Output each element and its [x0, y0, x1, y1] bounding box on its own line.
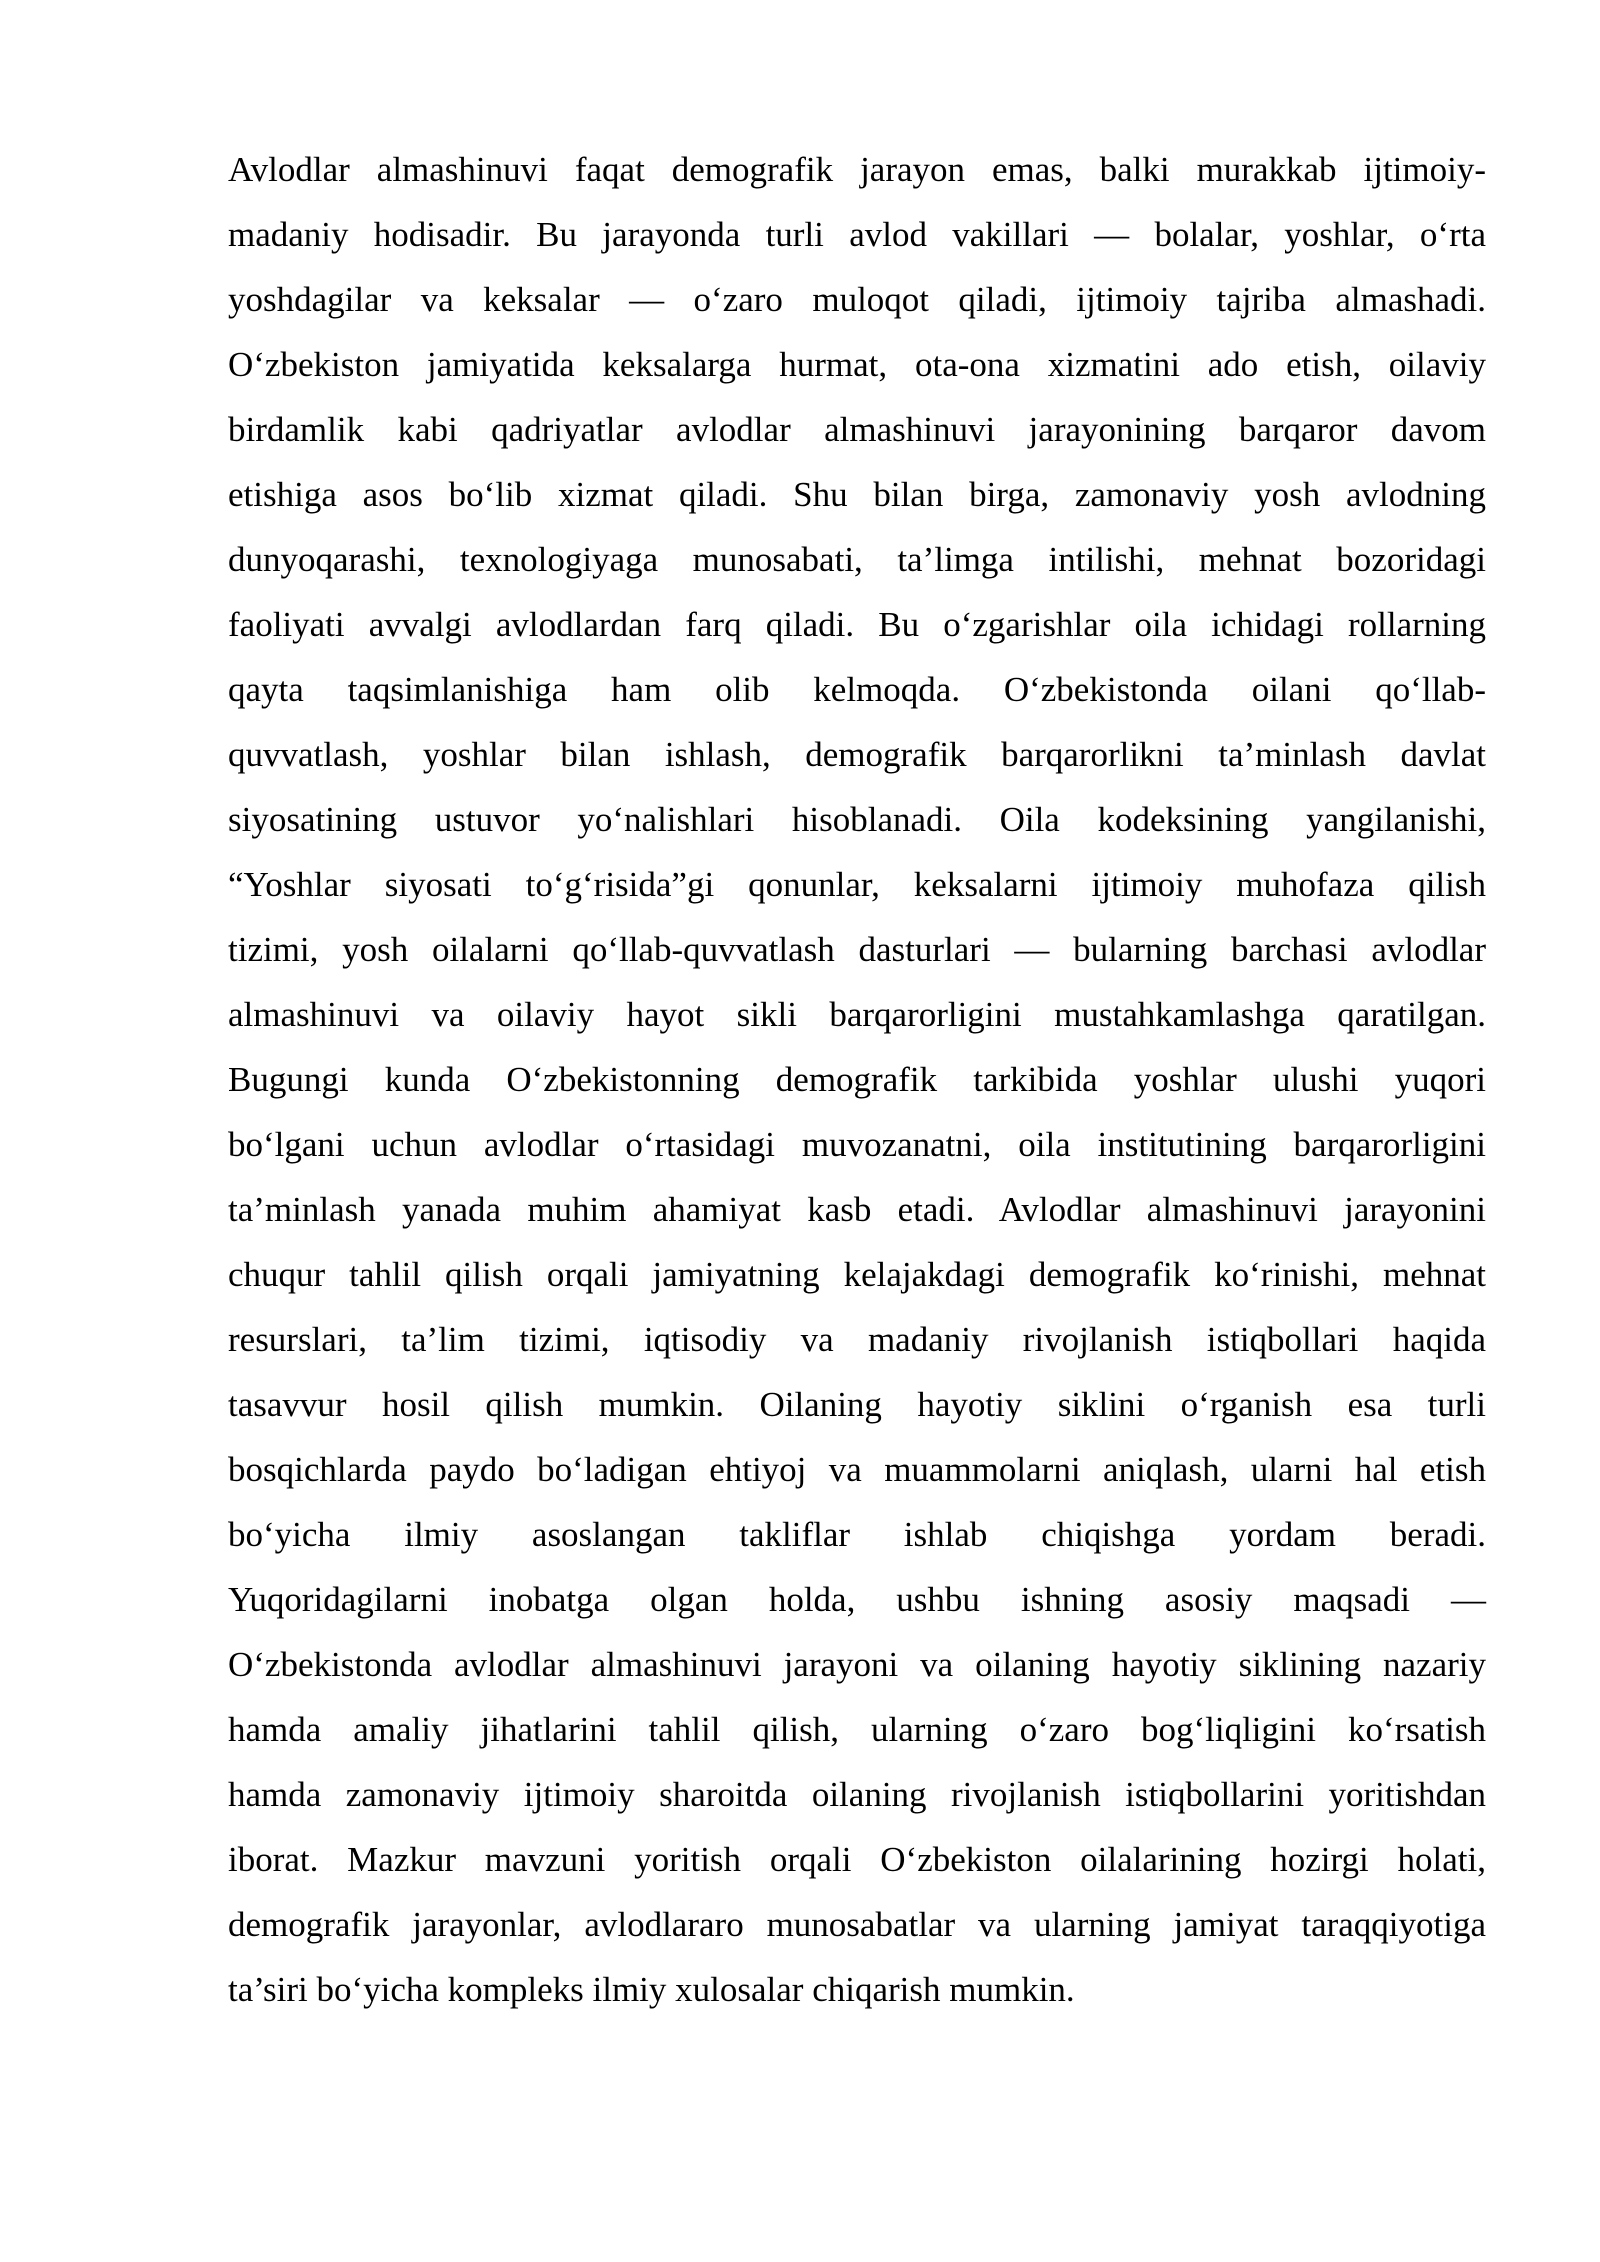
- paragraph-line: O‘zbekiston jamiyatida keksalarga hurmat, ota-ona xizmatini ado etish, oilaviy: [228, 345, 1486, 384]
- paragraph-line: quvvatlash, yoshlar bilan ishlash, demografik barqarorlikni ta’minlash davlat: [228, 735, 1486, 774]
- body-paragraph: [228, 137, 1486, 2022]
- paragraph-line: bosqichlarda paydo bo‘ladigan ehtiyoj va muammolarni aniqlash, ularni hal etish: [228, 1450, 1486, 1489]
- paragraph-line: dunyoqarashi, texnologiyaga munosabati, ta’limga intilishi, mehnat bozoridagi: [228, 540, 1486, 579]
- paragraph-line: hamda amaliy jihatlarini tahlil qilish, ularning o‘zaro bog‘liqligini ko‘rsatish: [228, 1710, 1486, 1749]
- paragraph-line: iborat. Mazkur mavzuni yoritish orqali O‘zbekiston oilalarining hozirgi holati,: [228, 1840, 1486, 1879]
- paragraph-line: birdamlik kabi qadriyatlar avlodlar almashinuvi jarayonining barqaror davom: [228, 410, 1486, 449]
- paragraph-line: ta’siri bo‘yicha kompleks ilmiy xulosalar chiqarish mumkin.: [228, 1970, 1075, 2009]
- paragraph-line: ta’minlash yanada muhim ahamiyat kasb etadi. Avlodlar almashinuvi jarayonini: [228, 1190, 1486, 1229]
- paragraph-line: hamda zamonaviy ijtimoiy sharoitda oilaning rivojlanish istiqbollarini yoritishdan: [228, 1775, 1486, 1814]
- paragraph-line: resurslari, ta’lim tizimi, iqtisodiy va madaniy rivojlanish istiqbollari haqida: [228, 1320, 1486, 1359]
- paragraph-line: demografik jarayonlar, avlodlararo munosabatlar va ularning jamiyat taraqqiyotiga: [228, 1905, 1486, 1944]
- paragraph-line: etishiga asos bo‘lib xizmat qiladi. Shu bilan birga, zamonaviy yosh avlodning: [228, 475, 1486, 514]
- paragraph-line: Avlodlar almashinuvi faqat demografik jarayon emas, balki murakkab ijtimoiy-: [228, 150, 1486, 189]
- paragraph-line: madaniy hodisadir. Bu jarayonda turli avlod vakillari — bolalar, yoshlar, o‘rta: [228, 215, 1486, 254]
- paragraph-line: qayta taqsimlanishiga ham olib kelmoqda. O‘zbekistonda oilani qo‘llab-: [228, 670, 1486, 709]
- paragraph-line: tasavvur hosil qilish mumkin. Oilaning hayotiy siklini o‘rganish esa turli: [228, 1385, 1486, 1424]
- paragraph-line: Yuqoridagilarni inobatga olgan holda, ushbu ishning asosiy maqsadi —: [228, 1580, 1486, 1619]
- paragraph-line: O‘zbekistonda avlodlar almashinuvi jarayoni va oilaning hayotiy siklining nazariy: [228, 1645, 1486, 1684]
- paragraph-line: bo‘yicha ilmiy asoslangan takliflar ishlab chiqishga yordam beradi.: [228, 1515, 1486, 1554]
- paragraph-line: almashinuvi va oilaviy hayot sikli barqarorligini mustahkamlashga qaratilgan.: [228, 995, 1486, 1034]
- paragraph-line: yoshdagilar va keksalar — o‘zaro muloqot qiladi, ijtimoiy tajriba almashadi.: [228, 280, 1486, 319]
- paragraph-line: bo‘lgani uchun avlodlar o‘rtasidagi muvozanatni, oila institutining barqarorligini: [228, 1125, 1486, 1164]
- paragraph-line: chuqur tahlil qilish orqali jamiyatning kelajakdagi demografik ko‘rinishi, mehnat: [228, 1255, 1486, 1294]
- paragraph-line: tizimi, yosh oilalarni qo‘llab-quvvatlash dasturlari — bularning barchasi avlodlar: [228, 930, 1486, 969]
- paragraph-line: siyosatining ustuvor yo‘nalishlari hisoblanadi. Oila kodeksining yangilanishi,: [228, 800, 1486, 839]
- paragraph-line: “Yoshlar siyosati to‘g‘risida”gi qonunlar, keksalarni ijtimoiy muhofaza qilish: [228, 865, 1486, 904]
- paragraph-line: faoliyati avvalgi avlodlardan farq qiladi. Bu o‘zgarishlar oila ichidagi rollarning: [228, 605, 1486, 644]
- paragraph-line: Bugungi kunda O‘zbekistonning demografik tarkibida yoshlar ulushi yuqori: [228, 1060, 1486, 1099]
